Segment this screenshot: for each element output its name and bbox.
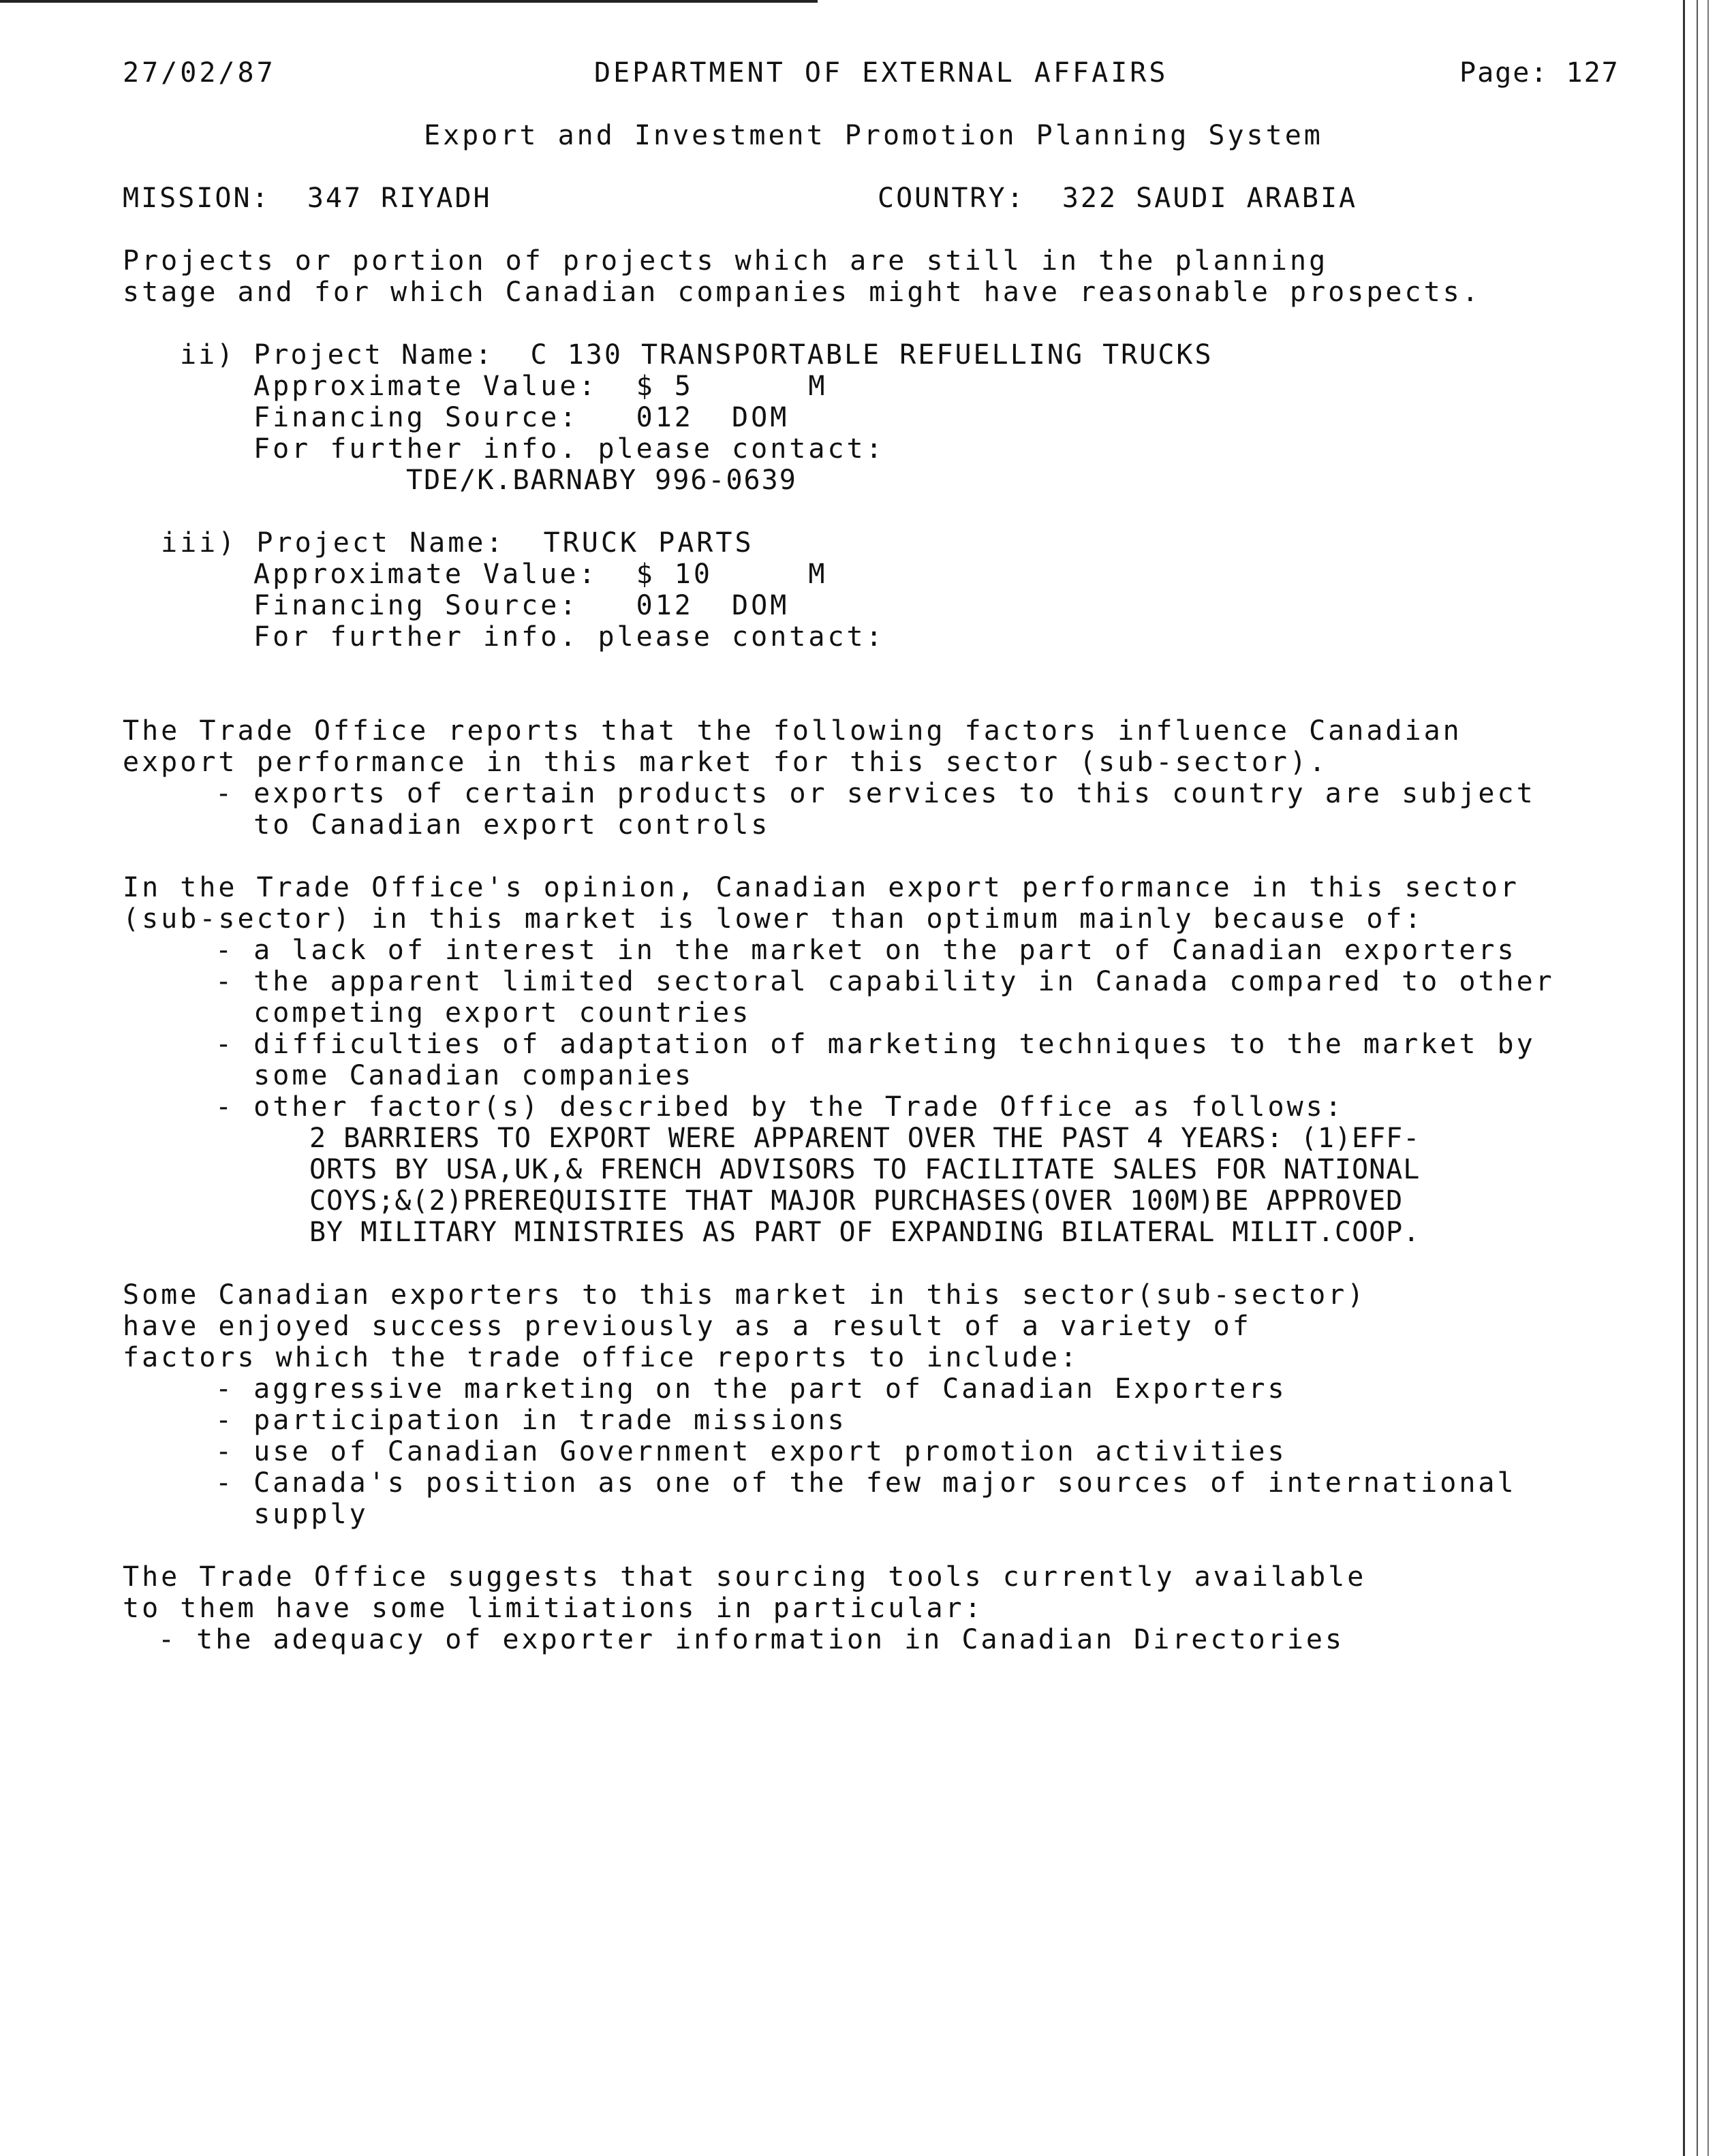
page-number: Page: 127 — [1459, 57, 1620, 89]
opinion-bullet: - difficulties of adaptation of marketing techniques to the market by — [215, 1029, 1536, 1060]
opinion-bullet-cont: competing export countries — [215, 997, 752, 1029]
project-contact-label: For further info. please contact: — [253, 621, 885, 653]
success-line: have enjoyed success previously as a result of a variety of — [123, 1311, 1252, 1342]
opinion-line: In the Trade Office's opinion, Canadian export performance in this sector — [123, 872, 1519, 903]
opinion-bullet-cont: some Canadian companies — [215, 1060, 694, 1091]
sourcing-line: The Trade Office suggests that sourcing tools currently available — [123, 1561, 1367, 1593]
success-bullet: - participation in trade missions — [215, 1405, 847, 1436]
factors-line: export performance in this market for this sector (sub-sector). — [123, 747, 1329, 778]
opinion-bullet: - a lack of interest in the market on the part of Canadian exporters — [215, 935, 1517, 966]
intro-line: stage and for which Canadian companies might have reasonable prospects. — [123, 277, 1481, 308]
project-value: Approximate Value: $ 10 M — [253, 559, 828, 590]
top-rule — [0, 0, 818, 3]
intro-line: Projects or portion of projects which are still in the planning — [123, 245, 1329, 277]
opinion-detail: 2 BARRIERS TO EXPORT WERE APPARENT OVER THE PAST 4 YEARS: (1)EFF- — [309, 1123, 1421, 1154]
report-date: 27/02/87 — [123, 57, 276, 89]
page-edge-line — [1697, 0, 1698, 2156]
opinion-bullet: - the apparent limited sectoral capability in Canada compared to other — [215, 966, 1555, 997]
factors-bullet: - exports of certain products or services to this country are subject — [215, 778, 1536, 809]
project-financing: Financing Source: 012 DOM — [253, 402, 790, 433]
country-label: COUNTRY: 322 SAUDI ARABIA — [878, 183, 1358, 214]
opinion-line: (sub-sector) in this market is lower than optimum mainly because of: — [123, 903, 1424, 935]
success-line: factors which the trade office reports to include: — [123, 1342, 1080, 1373]
project-financing: Financing Source: 012 DOM — [253, 590, 790, 621]
department-title: DEPARTMENT OF EXTERNAL AFFAIRS — [594, 57, 1169, 89]
opinion-detail: BY MILITARY MINISTRIES AS PART OF EXPANDING BILATERAL MILIT.COOP. — [309, 1217, 1421, 1248]
project-contact-label: For further info. please contact: — [253, 433, 885, 465]
opinion-detail: ORTS BY USA,UK,& FRENCH ADVISORS TO FACILITATE SALES FOR NATIONAL — [309, 1154, 1421, 1185]
page-edge-line — [1683, 0, 1685, 2156]
project-contact-person: TDE/K.BARNABY 996-0639 — [406, 465, 797, 496]
project-name: ii) Project Name: C 130 TRANSPORTABLE REFUELLING TRUCKS — [180, 339, 1213, 371]
opinion-bullet: - other factor(s) described by the Trade Office as follows: — [215, 1091, 1344, 1123]
factors-bullet-cont: to Canadian export controls — [215, 809, 771, 841]
page-edge-line — [1707, 0, 1709, 2156]
success-bullet: - use of Canadian Government export promotion activities — [215, 1436, 1287, 1467]
project-name: iii) Project Name: TRUCK PARTS — [161, 527, 754, 559]
sourcing-bullet: - the adequacy of exporter information in Canadian Directories — [158, 1624, 1345, 1655]
success-bullet: - aggressive marketing on the part of Canadian Exporters — [215, 1373, 1287, 1405]
factors-line: The Trade Office reports that the following factors influence Canadian — [123, 715, 1462, 747]
project-value: Approximate Value: $ 5 M — [253, 371, 828, 402]
success-line: Some Canadian exporters to this market in this sector(sub-sector) — [123, 1279, 1367, 1311]
mission-label: MISSION: 347 RIYADH — [123, 183, 492, 214]
system-title: Export and Investment Promotion Planning System — [424, 120, 1323, 151]
sourcing-line: to them have some limitiations in particular: — [123, 1593, 984, 1624]
opinion-detail: COYS;&(2)PREREQUISITE THAT MAJOR PURCHASES(OVER 100M)BE APPROVED — [309, 1185, 1404, 1217]
success-bullet-cont: supply — [215, 1499, 369, 1530]
success-bullet: - Canada's position as one of the few major sources of international — [215, 1467, 1517, 1499]
